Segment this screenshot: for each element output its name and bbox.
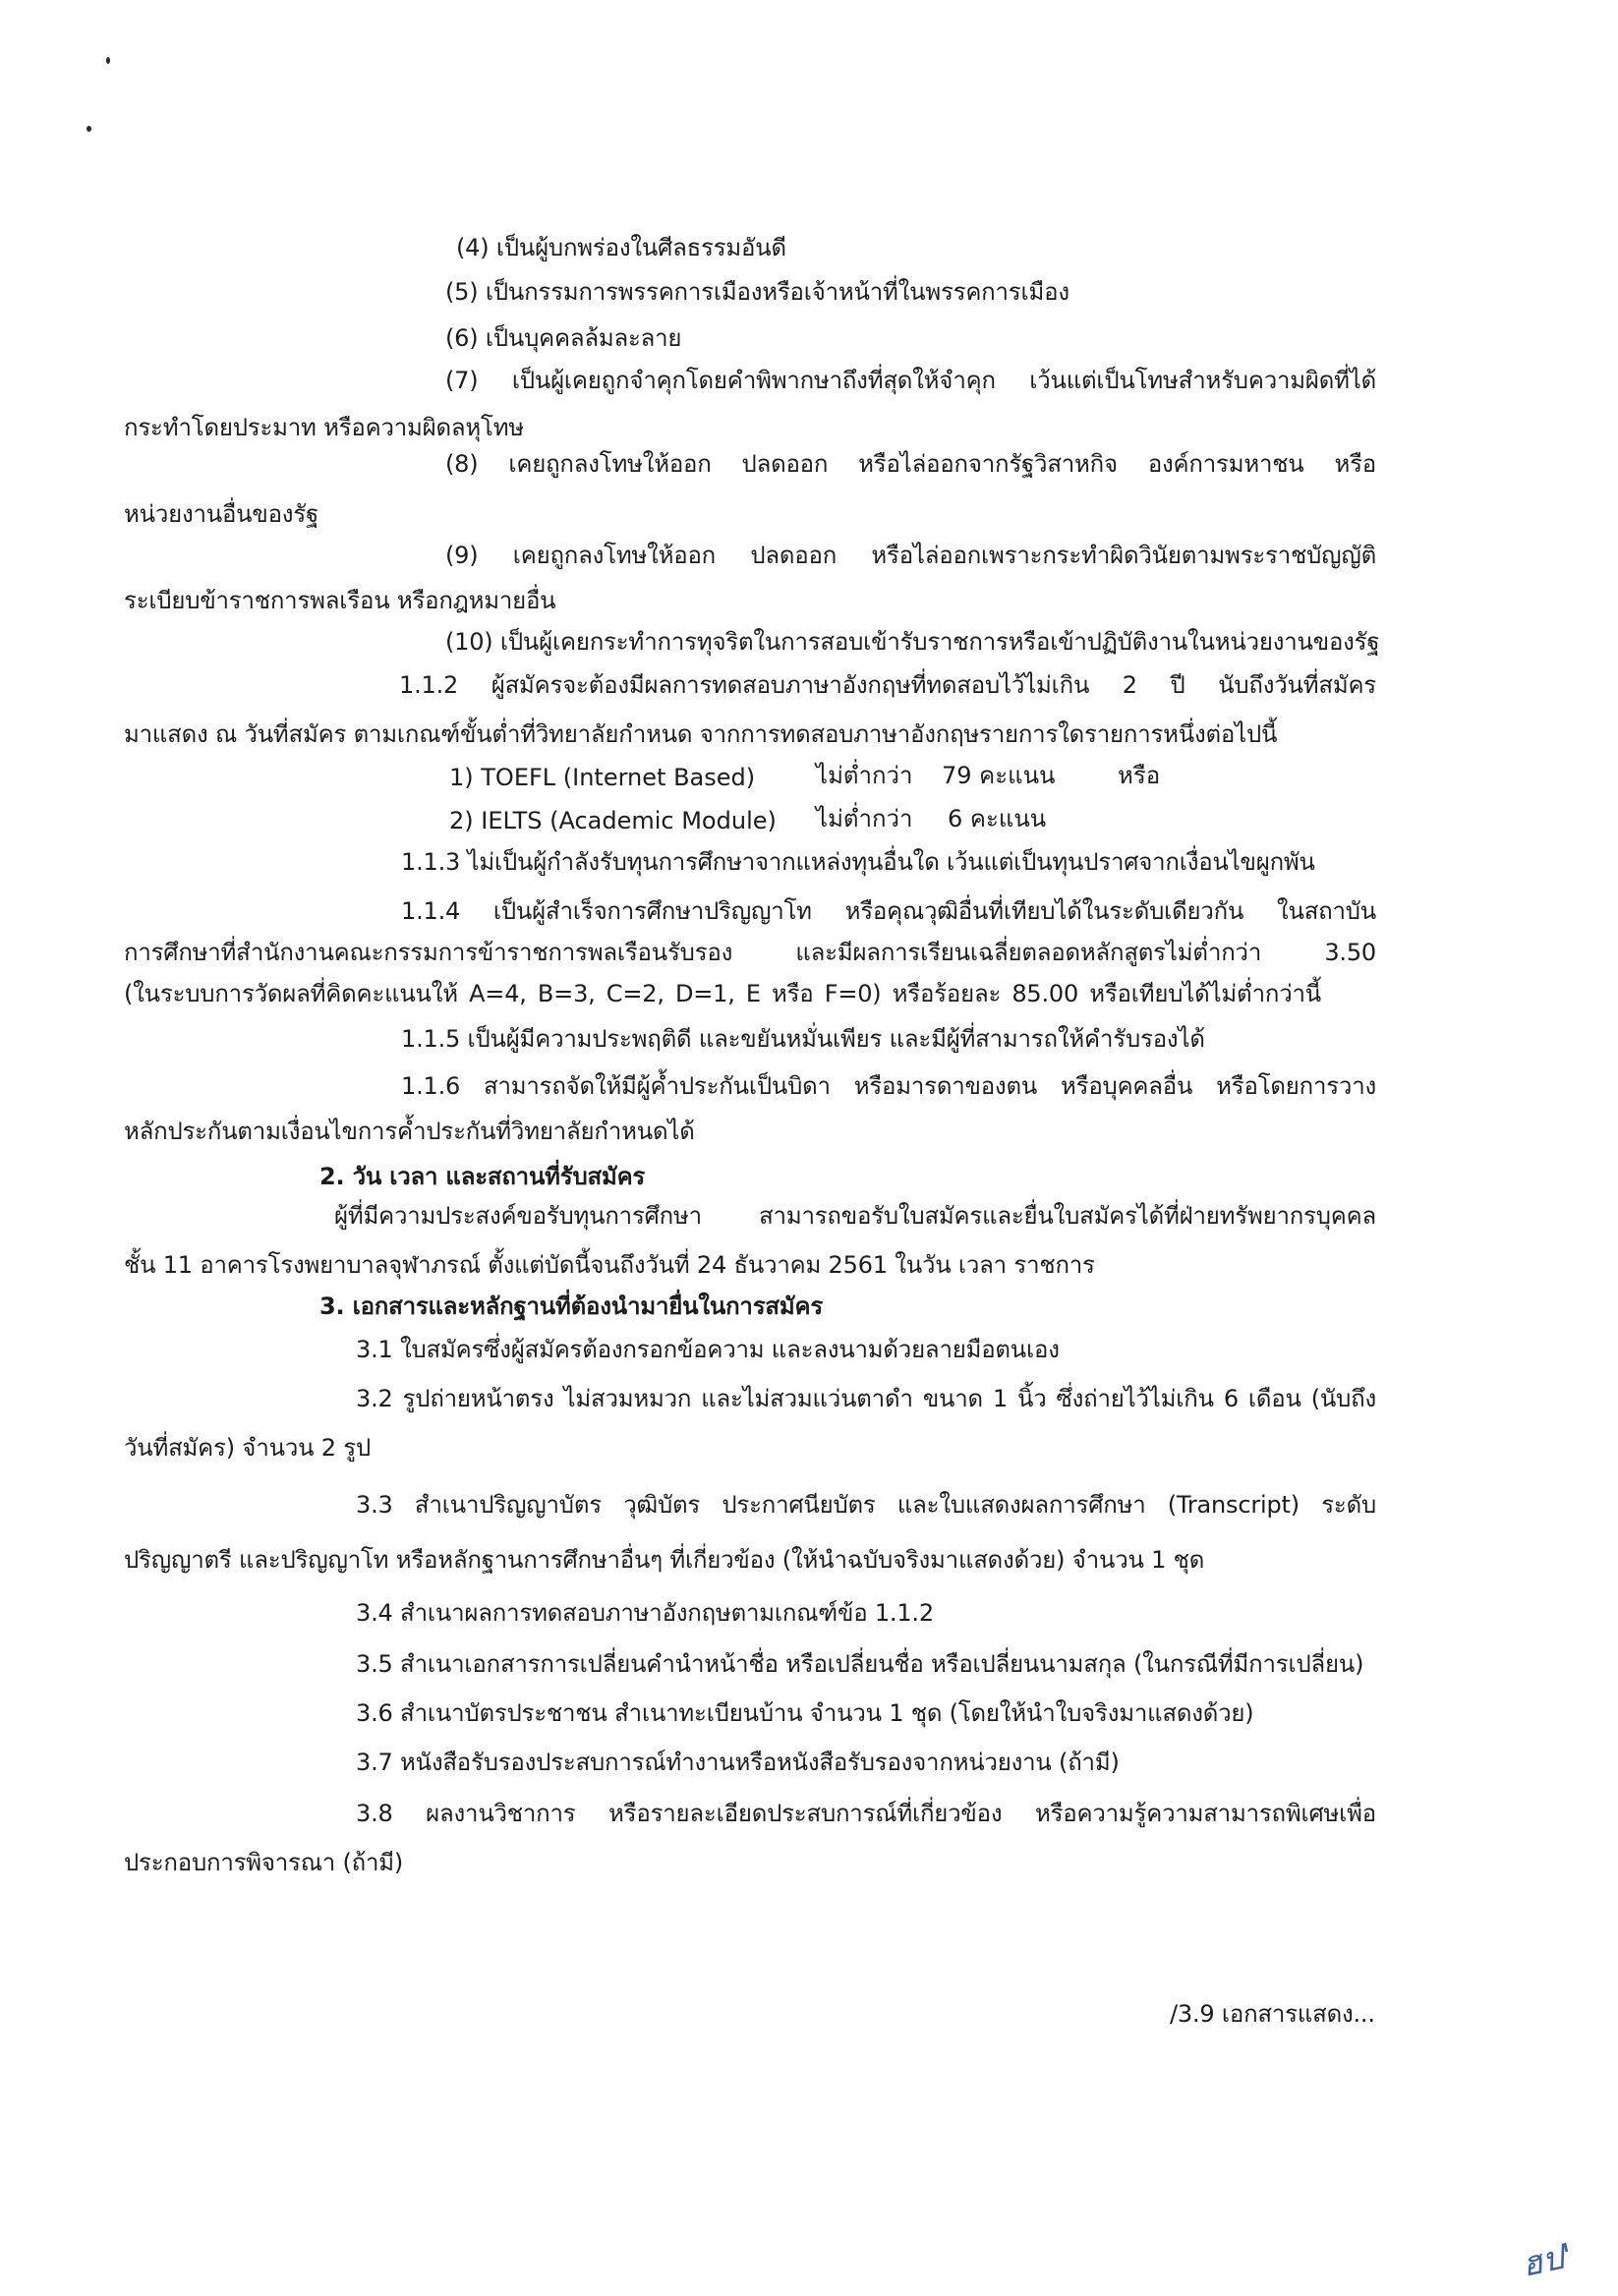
doc-3-5: 3.5 สำเนาเอกสารการเปลี่ยนคำนำหน้าชื่อ หรือเปลี่ยนชื่อ หรือเปลี่ยนนามสกุล (ในกรณีที่มีการเปลี่ยน) (356, 1650, 1364, 1678)
scan-speck (106, 57, 110, 64)
clause-1-1-4-grading: (ในระบบการวัดผลที่คิดคะแนนให้ A=4, B=3, C=2, D=1, E หรือ F=0) หรือร้อยละ 85.00 หรือเทียบได้ไม่ต่ำกว่านี้ (124, 980, 1321, 1007)
item-5: (5) เป็นกรรมการพรรคการเมืองหรือเจ้าหน้าที่ในพรรคการเมือง (445, 278, 1069, 306)
item-8: (8) เคยถูกลงโทษให้ออก ปลดออก หรือไล่ออกจากรัฐวิสาหกิจ องค์การมหาชน หรือ (445, 450, 1376, 478)
handwritten-initials: ฮป' (1518, 2236, 1577, 2285)
section-2-text-cont: ชั้น 11 อาคารโรงพยาบาลจุฬาภรณ์ ตั้งแต่บัดนี้จนถึงวันที่ 24 ธันวาคม 2561 ในวัน เวลา ราชการ (124, 1251, 1095, 1279)
doc-3-3-cont: ปริญญาตรี และปริญญาโท หรือหลักฐานการศึกษาอื่นๆ ที่เกี่ยวข้อง (ให้นำฉบับจริงมาแสดงด้วย) จำนวน 1 ชุด (124, 1546, 1205, 1574)
doc-3-2: 3.2 รูปถ่ายหน้าตรง ไม่สวมหมวก และไม่สวมแว่นตาดำ ขนาด 1 นิ้ว ซึ่งถ่ายไว้ไม่เกิน 6 เดือน (นับถึง (356, 1385, 1376, 1412)
section-2-heading: 2. วัน เวลา และสถานที่รับสมัคร (319, 1163, 646, 1190)
test-score: 6 คะแนน (948, 805, 1047, 832)
doc-3-1: 3.1 ใบสมัครซึ่งผู้สมัครต้องกรอกข้อความ และลงนามด้วยลายมือตนเอง (356, 1336, 1060, 1363)
clause-1-1-3: 1.1.3 ไม่เป็นผู้กำลังรับทุนการศึกษาจากแหล่งทุนอื่นใด เว้นแต่เป็นทุนปราศจากเงื่อนไขผูกพัน (401, 848, 1315, 876)
item-7-cont: กระทำโดยประมาท หรือความผิดลหุโทษ (124, 414, 524, 441)
test-condition: ไม่ต่ำกว่า (816, 805, 913, 832)
item-9: (9) เคยถูกลงโทษให้ออก ปลดออก หรือไล่ออกเพราะกระทำผิดวินัยตามพระราชบัญญัติ (445, 542, 1376, 569)
continuation-note: /3.9 เอกสารแสดง... (1170, 2000, 1375, 2028)
doc-3-8: 3.8 ผลงานวิชาการ หรือรายละเอียดประสบการณ์ที่เกี่ยวข้อง หรือความรู้ความสามารถพิเศษเพื่อ (356, 1800, 1376, 1827)
clause-1-1-4: 1.1.4 เป็นผู้สำเร็จการศึกษาปริญญาโท หรือคุณวุฒิอื่นที่เทียบได้ในระดับเดียวกัน ในสถาบัน (401, 897, 1376, 925)
test-suffix: หรือ (1118, 762, 1161, 789)
item-7: (7) เป็นผู้เคยถูกจำคุกโดยคำพิพากษาถึงที่สุดให้จำคุก เว้นแต่เป็นโทษสำหรับความผิดที่ได้ (445, 367, 1376, 394)
scan-speck (87, 126, 91, 132)
doc-3-8-cont: ประกอบการพิจารณา (ถ้ามี) (124, 1849, 404, 1876)
clause-1-1-2-cont: มาแสดง ณ วันที่สมัคร ตามเกณฑ์ขั้นต่ำที่วิทยาลัยกำหนด จากการทดสอบภาษาอังกฤษรายการใดรายการหนึ่งต่อไปนี้ (124, 720, 1278, 748)
doc-3-7: 3.7 หนังสือรับรองประสบการณ์ทำงานหรือหนังสือรับรองจากหน่วยงาน (ถ้ามี) (356, 1749, 1120, 1776)
clause-1-1-5: 1.1.5 เป็นผู้มีความประพฤติดี และขยันหมั่นเพียร และมีผู้ที่สามารถให้คำรับรองได้ (401, 1025, 1205, 1053)
clause-1-1-4-cont: การศึกษาที่สำนักงานคณะกรรมการข้าราชการพลเรือนรับรอง และมีผลการเรียนเฉลี่ยตลอดหลักสูตรไม่ต่ำกว่า 3.50 (124, 939, 1376, 966)
item-9-cont: ระเบียบข้าราชการพลเรือน หรือกฎหมายอื่น (124, 587, 556, 614)
test-condition: ไม่ต่ำกว่า (816, 762, 913, 789)
clause-1-1-2: 1.1.2 ผู้สมัครจะต้องมีผลการทดสอบภาษาอังกฤษที่ทดสอบไว้ไม่เกิน 2 ปี นับถึงวันที่สมัคร (399, 671, 1376, 699)
item-8-cont: หน่วยงานอื่นของรัฐ (124, 500, 319, 528)
section-3-heading: 3. เอกสารและหลักฐานที่ต้องนำมายื่นในการสมัคร (319, 1292, 824, 1320)
item-4: (4) เป็นผู้บกพร่องในศีลธรรมอันดี (456, 234, 786, 261)
test-name: 2) IELTS (Academic Module) (449, 807, 777, 834)
test-name: 1) TOEFL (Internet Based) (449, 764, 756, 791)
test-score: 79 คะแนน (942, 762, 1056, 789)
item-10: (10) เป็นผู้เคยกระทำการทุจริตในการสอบเข้ารับราชการหรือเข้าปฏิบัติงานในหน่วยงานของรัฐ (445, 628, 1380, 656)
clause-1-1-6-cont: หลักประกันตามเงื่อนไขการค้ำประกันที่วิทยาลัยกำหนดได้ (124, 1118, 695, 1145)
item-6: (6) เป็นบุคคลล้มละลาย (445, 324, 682, 352)
doc-3-2-cont: วันที่สมัคร) จำนวน 2 รูป (124, 1434, 371, 1462)
doc-3-3: 3.3 สำเนาปริญญาบัตร วุฒิบัตร ประกาศนียบัตร และใบแสดงผลการศึกษา (Transcript) ระดับ (356, 1491, 1376, 1519)
doc-3-4: 3.4 สำเนาผลการทดสอบภาษาอังกฤษตามเกณฑ์ข้อ 1.1.2 (356, 1599, 934, 1627)
doc-3-6: 3.6 สำเนาบัตรประชาชน สำเนาทะเบียนบ้าน จำนวน 1 ชุด (โดยให้นำใบจริงมาแสดงด้วย) (356, 1699, 1254, 1727)
section-2-text: ผู้ที่มีความประสงค์ขอรับทุนการศึกษา สามารถขอรับใบสมัครและยื่นใบสมัครได้ที่ฝ่ายทรัพยากรบุคคล (334, 1202, 1376, 1230)
clause-1-1-6: 1.1.6 สามารถจัดให้มีผู้ค้ำประกันเป็นบิดา หรือมารดาของตน หรือบุคคลอื่น หรือโดยการวาง (401, 1072, 1376, 1100)
